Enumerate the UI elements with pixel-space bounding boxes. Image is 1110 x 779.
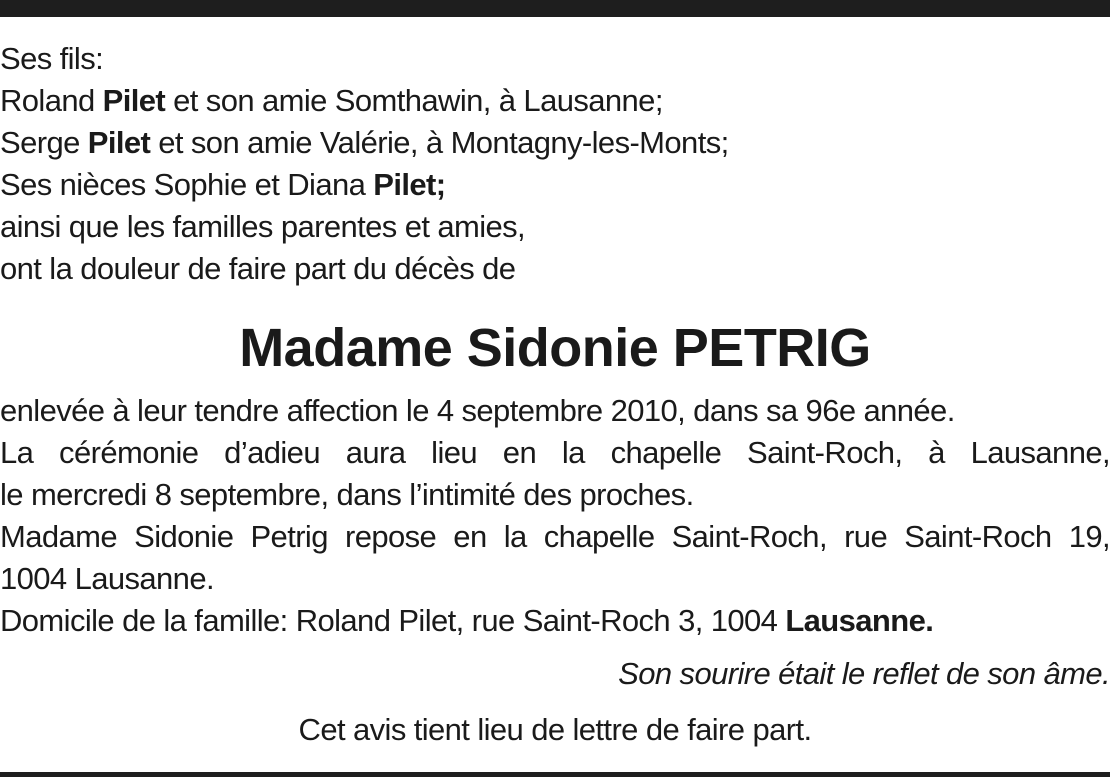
surname-bold: Pilet; <box>373 167 446 202</box>
intro-text: Roland <box>0 83 103 118</box>
intro-line: ont la douleur de faire part du décès de <box>0 251 516 286</box>
footer-note: Cet avis tient lieu de lettre de faire part. <box>298 712 812 747</box>
bottom-border-rule <box>0 772 1110 777</box>
intro-line <box>0 80 1110 122</box>
city-bold: Lausanne. <box>785 603 934 638</box>
intro-line <box>0 122 1110 164</box>
body-line: enlevée à leur tendre affection le 4 septembre 2010, dans sa 96e année. <box>0 393 955 428</box>
intro-line: Ses fils: <box>0 41 104 76</box>
intro-text: et son amie Somthawin, à Lausanne; <box>165 83 663 118</box>
surname-bold: Pilet <box>102 83 166 118</box>
deceased-name-heading: Madame Sidonie PETRIG <box>239 318 871 378</box>
intro-line <box>0 164 1110 206</box>
body-text: Domicile de la famille: Roland Pilet, rue Saint-Roch 3, 1004 <box>0 603 786 638</box>
death-notice <box>0 38 1110 752</box>
body-line <box>0 600 1110 642</box>
memorial-quote: Son sourire était le reflet de son âme. <box>618 656 1110 691</box>
intro-text: et son amie Valérie, à Montagny-les-Monts; <box>150 125 729 160</box>
body-line: Madame Sidonie Petrig repose en la chapelle Saint-Roch, rue Saint-Roch 19, <box>0 519 1110 554</box>
intro-text: Serge <box>0 125 88 160</box>
body-line: La cérémonie d’adieu aura lieu en la chapelle Saint-Roch, à Lausanne, <box>0 435 1110 470</box>
intro-text: Ses nièces Sophie et Diana <box>0 167 374 202</box>
surname-bold: Pilet <box>87 125 151 160</box>
intro-line: ainsi que les familles parentes et amies, <box>0 209 526 244</box>
body-line: 1004 Lausanne. <box>0 561 214 596</box>
notice-body <box>0 390 1110 642</box>
body-line: le mercredi 8 septembre, dans l’intimité des proches. <box>0 477 694 512</box>
top-border-rule <box>0 0 1110 17</box>
